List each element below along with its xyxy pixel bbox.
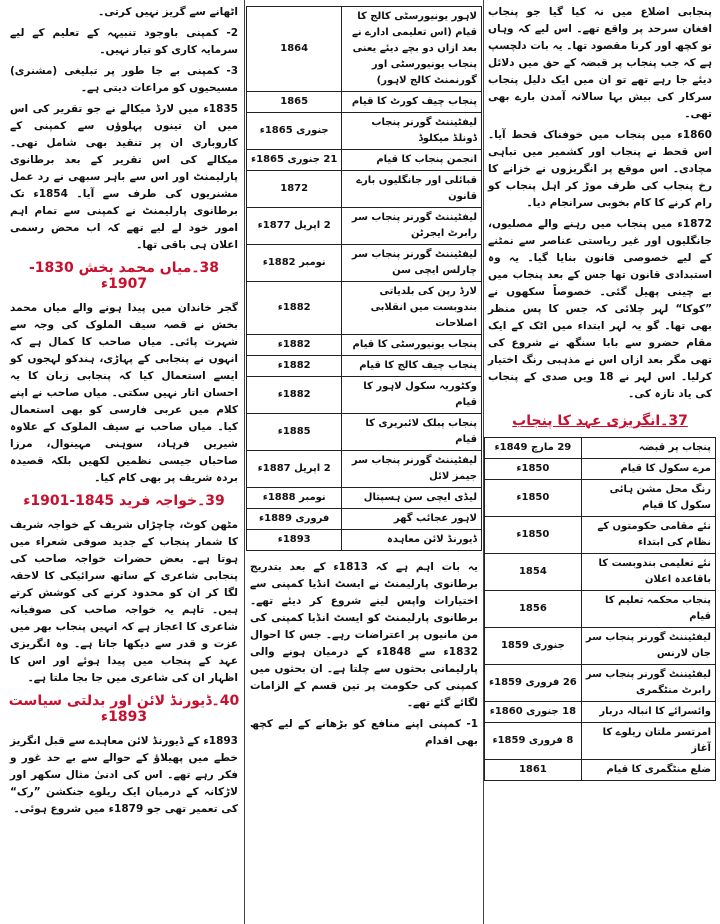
date-cell: 26 فروری 1859ء xyxy=(485,665,582,702)
event-cell: ضلع منٹگمری کا قیام xyxy=(581,760,715,781)
date-cell: 1865 xyxy=(247,92,342,113)
event-cell: لیفٹیننٹ گورنر پنجاب سر جان لارنس xyxy=(581,628,715,665)
table-row xyxy=(247,171,482,208)
column-middle xyxy=(246,0,482,924)
date-cell: 1882ء xyxy=(247,282,342,335)
table-row xyxy=(485,723,716,760)
table-row xyxy=(485,665,716,702)
table-row xyxy=(485,517,716,554)
table-row xyxy=(247,356,482,377)
column-right xyxy=(484,0,716,924)
event-cell: لیڈی ایچی سن ہسپتال xyxy=(342,488,482,509)
table-row xyxy=(247,488,482,509)
table-row xyxy=(485,702,716,723)
table-row xyxy=(247,451,482,488)
table-row xyxy=(247,282,482,335)
date-cell: 2 اپریل 1877ء xyxy=(247,208,342,245)
date-cell: 1850ء xyxy=(485,480,582,517)
date-cell: جنوری 1865ء xyxy=(247,113,342,150)
event-cell: لیفٹیننٹ گورنر پنجاب سر رابرٹ ایجرٹن xyxy=(342,208,482,245)
timeline-table-continued xyxy=(246,6,482,551)
table-row xyxy=(247,245,482,282)
table-row xyxy=(485,628,716,665)
event-cell: وائسرائے کا انبالہ دربار xyxy=(581,702,715,723)
event-cell: پنجاب پبلک لائبریری کا قیام xyxy=(342,414,482,451)
event-cell: لیفٹیننٹ گورنر پنجاب سر رابرٹ منٹگمری xyxy=(581,665,715,702)
table-row xyxy=(247,509,482,530)
heading-40: 40۔ڈیورنڈ لائن اور بدلتی سیاست 1893ء xyxy=(8,693,240,725)
event-cell: پنجاب چیف کورٹ کا قیام xyxy=(342,92,482,113)
date-cell: 18 جنوری 1860ء xyxy=(485,702,582,723)
paragraph-macaulay: 1835ء میں لارڈ میکالے نے جو تقریر کی اس میں ان تینوں پہلوؤں سے کمپنی کے کاروباری ان پر تنقید بھی شامل تھی۔ میکالے کی اس تقریر کے بعد برطانوی پارلیمنٹ اور اس سے باہر سبھی نے رد عمل مشنریوں کی طرف سے آیا۔ 1854ء تک برطانوی پارلیمنٹ نے کمپنی سے تمام اہم امور خود لے لیے تھے کہ اب محض رسمی اعلان ہی باقی تھا۔ xyxy=(10,103,238,251)
event-cell: نئے مقامی حکومتوں کے نظام کی ابتداء xyxy=(581,517,715,554)
paragraph-durand-line: 1893ء کے ڈیورنڈ لائن معاہدے سے قبل انگریز خطے میں پھیلاؤ کے حوالے سے بے حد غور و فکر رہے تھے۔ اس کی ادنیٰ مثال سکھر اور لاڑکانہ کے درمیان ایک ریلوے جنکشن ”رک“ کی تعمیر تھی جو 1879ء میں شروع ہوئی۔ xyxy=(10,735,238,815)
event-cell: پنجاب یونیورسٹی کا قیام xyxy=(342,335,482,356)
timeline-table-british-punjab xyxy=(484,437,716,781)
paragraph-continued: اٹھانے سے گریز نہیں کرتی۔ xyxy=(98,6,238,18)
list-item: 2- کمپنی باوجود تنبیہہ کے تعلیم کے لیے سرمایہ کاری کو تیار نہیں۔ xyxy=(10,27,238,56)
date-cell: 8 فروری 1859ء xyxy=(485,723,582,760)
table-row xyxy=(247,208,482,245)
event-cell: وکٹوریہ سکول لاہور کا قیام xyxy=(342,377,482,414)
table-row xyxy=(247,7,482,92)
list-item: 1- کمپنی اپنے منافع کو بڑھانے کے لیے کچھ بھی اقدام xyxy=(250,718,478,747)
paragraph-1872-law: 1872ء میں پنجاب میں رہنے والے مصلیوں، جانگلیوں اور غیر ریاستی عناصر سے نمٹنے کے لیے خصوصی قانون بنایا گیا۔ یہ وہ استبدادی قانون تھا جس کے بعد پنجاب میں بے چینی پھیل گئی۔ خصوصاً سکھوں نے ”کوکا“ لہر چلائی کہ جس کا پس منظر بھی تھا۔ گو یہ لہر ابتداء میں اٹک کے ایک مقام حضرو سے بابا سنگھ نے شروع کی تھی مگر بعد ازاں اس نے مذہبی رنگ اختیار کرلیا۔ اس لہر نے 18 ویں صدی کے پنجاب کی یاد تازہ کی۔ xyxy=(488,218,712,400)
date-cell: نومبر 1882ء xyxy=(247,245,342,282)
table-row xyxy=(485,760,716,781)
event-cell: انجمن پنجاب کا قیام xyxy=(342,150,482,171)
paragraph-mian-muhammad-bakhsh: گجر خاندان میں پیدا ہونے والے میاں محمد بخش نے قصہ سیف الملوک کی وجہ سے شہرت پائی۔ میاں صاحب کا کمال ہے کہ انہوں نے پنجابی کے پہاڑی، ہندکو لہجوں کو ایسے استعمال کیا کہ پنجابی زبان کا یہ احسان اتار نہیں سکتی۔ میاں صاحب نے اپنے کلام میں عربی فارسی کو بھی استعمال کیا۔ میاں صاحب نے سیف الملوک کے علاوہ شیریں فرہاد، سوہنی مہینوال، مرزا صاحباں جیسی نظمیں لکھیں بلکہ قصیدہ بردہ شریف پر بھی کام کیا۔ xyxy=(10,302,238,484)
table-row xyxy=(247,150,482,171)
paragraph-intro: پنجابی اضلاع میں نہ کیا گیا جو پنجاب افغان سرحد پر واقع تھے۔ اس لیے کہ وہاں تو کچھ اور کرنا مقصود تھا۔ یہ بات دلچسپ ہے کہ جب پنجاب پر قبضہ کے حق میں دلائل دیئے جا رہے تھے تو ان میں ایک دلیل پنجاب سرکار کی بیش بہا سالانہ آمدن بارے بھی تھی۔ xyxy=(488,6,712,120)
event-cell: پنجاب پر قبضہ xyxy=(581,438,715,459)
column-left xyxy=(6,0,242,924)
date-cell: فروری 1889ء xyxy=(247,509,342,530)
event-cell: لیفٹیننٹ گورنر پنجاب سر چارلس ایچی سن xyxy=(342,245,482,282)
date-cell: 1882ء xyxy=(247,356,342,377)
date-cell: 29 مارچ 1849ء xyxy=(485,438,582,459)
event-cell: پنجاب محکمہ تعلیم کا قیام xyxy=(581,591,715,628)
event-cell: امرتسر ملتان ریلوے کا آغاز xyxy=(581,723,715,760)
allegations-list-start xyxy=(246,716,482,750)
event-cell: رنگ محل مشن ہائی سکول کا قیام xyxy=(581,480,715,517)
date-cell: 1856 xyxy=(485,591,582,628)
event-cell: لیفٹیننٹ گورنر پنجاب ڈونلڈ میکلوڈ xyxy=(342,113,482,150)
table-row xyxy=(247,414,482,451)
event-cell: قبائلی اور جانگلیوں بارے قانون xyxy=(342,171,482,208)
column-divider-left xyxy=(244,0,245,924)
table-row xyxy=(485,591,716,628)
table-row xyxy=(247,92,482,113)
paragraph-famine: 1860ء میں پنجاب میں خوفناک قحط آیا۔ اس قحط نے پنجاب اور کشمیر میں تباہی مچادی۔ اس موقع پر انگریزوں نے خزانے کا رخ پنجاب کی طرف موڑ کر اہل پنجاب کو رام کرنے کا کام بخوبی سرانجام دیا۔ xyxy=(488,129,712,209)
date-cell: 2 اپریل 1887ء xyxy=(247,451,342,488)
allegations-list-end xyxy=(6,25,242,97)
date-cell: 1850ء xyxy=(485,459,582,480)
paragraph-parliament: یہ بات اہم ہے کہ 1813ء کے بعد بتدریج برطانوی پارلیمنٹ نے ایسٹ انڈیا کمپنی سے اختیارات واپس لینے شروع کر دیئے تھے۔ برطانوی پارلیمنٹ کو ایسٹ انڈیا کمپنی کی من مانیوں پر اعتراضات رہے۔ جس کا احوال 1832ء سے 1848ء کے درمیان ہونے والی پارلیمانی بحثوں سے چلتا ہے۔ ان بحثوں میں کمپنی کی حکومت پر تین قسم کے الزامات لگائے گئے تھے۔ xyxy=(250,561,478,709)
event-cell: ڈیورنڈ لائن معاہدہ xyxy=(342,530,482,551)
event-cell: لارڈ رپن کی بلدیاتی بندوبست میں انقلابی اصلاحات xyxy=(342,282,482,335)
date-cell: 1893ء xyxy=(247,530,342,551)
date-cell: 1850ء xyxy=(485,517,582,554)
table-row xyxy=(485,480,716,517)
date-cell: 1872 xyxy=(247,171,342,208)
event-cell: لاہور عجائب گھر xyxy=(342,509,482,530)
event-cell: مرے سکول کا قیام xyxy=(581,459,715,480)
event-cell: لیفٹیننٹ گورنر پنجاب سر جیمز لائل xyxy=(342,451,482,488)
heading-38: 38۔میاں محمد بخش 1830-1907ء xyxy=(28,260,220,292)
date-cell: 1861 xyxy=(485,760,582,781)
table-row xyxy=(485,459,716,480)
event-cell: نئے تعلیمی بندوبست کا باقاعدہ اعلان xyxy=(581,554,715,591)
table-row xyxy=(485,438,716,459)
list-item: 3- کمپنی بے جا طور پر تبلیغی (مشنری) مسیحیوں کو مراعات دیتی ہے۔ xyxy=(10,65,238,94)
date-cell: 1882ء xyxy=(247,335,342,356)
table-row xyxy=(247,530,482,551)
paragraph-khwaja-farid: مٹھن کوٹ، چاچڑاں شریف کے خواجہ شریف کا شمار پنجاب کے جدید صوفی شعراء میں ہوتا ہے۔ بعض حضرات خواجہ صاحب کی پنجابی شاعری کے ساتھ سرائیکی کا لاحقہ لگا کر ان کو محدود کرنے کی کوشش کرتے ہیں۔ تاہم یہ خواجہ صاحب کی صوفیانہ شاعری کا اعجاز ہے کہ انہیں پنجاب بھر میں عزت و قدر سے دیکھا جاتا ہے۔ وہ انگریزی عہد کے پنجاب میں پیدا ہوئے اور اس کا اظہار ان کی شاعری میں جا بجا ملتا ہے۔ xyxy=(10,519,238,684)
date-cell: 1885ء xyxy=(247,414,342,451)
event-cell: پنجاب چیف کالج کا قیام xyxy=(342,356,482,377)
table-row xyxy=(247,377,482,414)
table-row xyxy=(247,335,482,356)
date-cell: 1864 xyxy=(247,7,342,92)
date-cell: نومبر 1888ء xyxy=(247,488,342,509)
date-cell: جنوری 1859 xyxy=(485,628,582,665)
date-cell: 1854 xyxy=(485,554,582,591)
heading-39: 39۔خواجہ فرید 1845-1901ء xyxy=(23,493,225,509)
heading-37: 37۔انگریزی عہد کا پنجاب xyxy=(512,413,688,429)
table-row xyxy=(247,113,482,150)
table-row xyxy=(485,554,716,591)
date-cell: 1882ء xyxy=(247,377,342,414)
event-cell: لاہور یونیورسٹی کالج کا قیام (اس تعلیمی ادارے نے بعد ازاں دو بچے دیئے یعنی پنجاب یونیورسٹی اور گورنمنٹ کالج لاہور) xyxy=(342,7,482,92)
date-cell: 21 جنوری 1865ء xyxy=(247,150,342,171)
